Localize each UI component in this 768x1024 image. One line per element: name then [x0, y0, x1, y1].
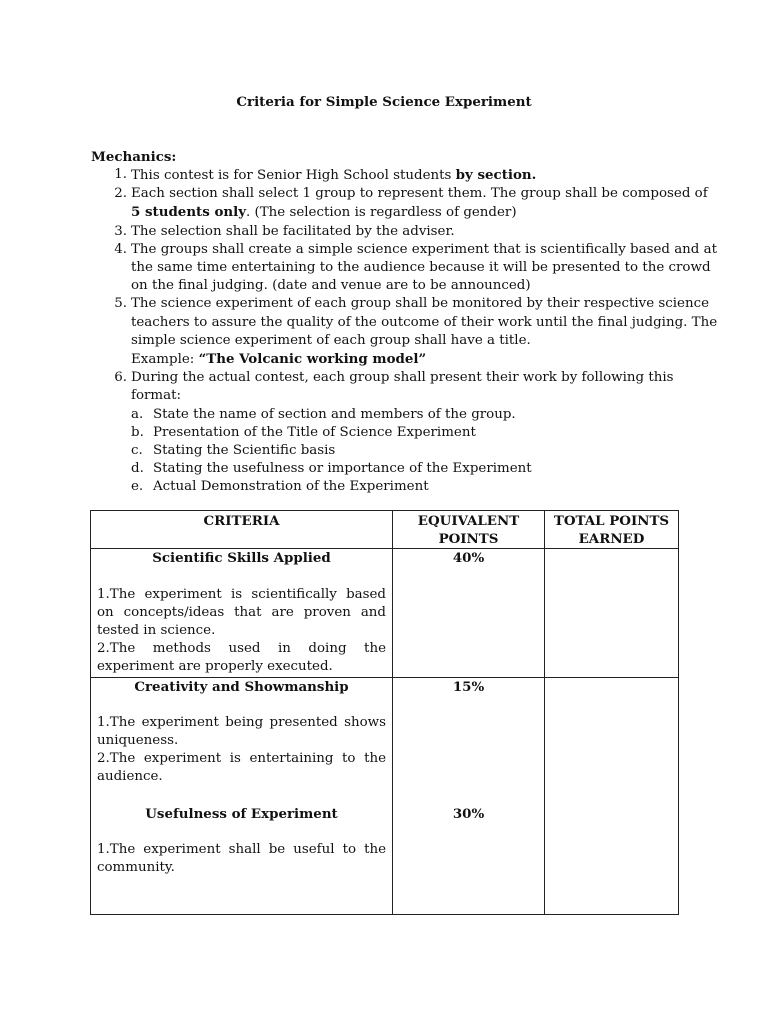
criteria-description: 1.The experiment shall be useful to the community. — [97, 841, 386, 876]
criteria-description: 2.The methods used in doing the experiment are properly executed. — [97, 641, 386, 675]
mechanics-heading: Mechanics: — [91, 149, 177, 165]
points-value: 40% — [452, 550, 485, 567]
points-value: 30% — [452, 805, 485, 822]
criteria-title: Creativity and Showmanship — [134, 678, 349, 695]
mechanics-item-2: 2. Each section shall select 1 group to represent them. The group shall be composed of 5 students only. (The selection is regardless of gender) — [114, 186, 708, 221]
header-equivalent-points: EQUIVALENT POINTS — [393, 511, 545, 549]
format-item-c: c. Stating the Scientific basis — [131, 443, 336, 459]
table-header-row — [91, 511, 679, 549]
criteria-description: 1.The experiment being presented shows uniqueness. — [97, 714, 386, 749]
points-value: 15% — [452, 678, 485, 695]
criteria-description: 2.The experiment is entertaining to the audience. — [97, 751, 386, 785]
format-item-e: e. Actual Demonstration of the Experiment — [131, 479, 429, 495]
mechanics-item-4: 4. The groups shall create a simple science experiment that is scientifically based and at the same time entertaining to the audience because it will be presented to the crowd on the final judging. (date and venue are to be announced) — [114, 241, 718, 294]
header-criteria: CRITERIA — [91, 511, 393, 549]
earned-cell — [545, 677, 679, 914]
earned-cell — [545, 549, 679, 677]
header-total-points: TOTAL POINTS EARNED — [545, 511, 679, 549]
points-cell — [393, 549, 545, 677]
points-cell — [393, 677, 545, 914]
format-item-b: b. Presentation of the Title of Science Experiment — [131, 424, 476, 440]
mechanics-item-3: 3. The selection shall be facilitated by the adviser. — [114, 223, 455, 239]
document-title: Criteria for Simple Science Experiment — [236, 94, 532, 110]
table-row — [91, 677, 679, 914]
criteria-cell — [91, 677, 393, 914]
criteria-description: 1.The experiment is scientifically based on concepts/ideas that are proven and tested in science. — [97, 586, 386, 639]
format-list — [131, 406, 721, 497]
mechanics-list — [91, 166, 721, 497]
format-item-a: a. State the name of section and members of the group. — [131, 406, 516, 422]
table-row — [91, 549, 679, 677]
mechanics-item-1: 1. This contest is for Senior High School students by section. — [114, 167, 537, 183]
criteria-title: Scientific Skills Applied — [152, 550, 331, 567]
mechanics-item-6: 6. During the actual contest, each group shall present their work by following this format: a. State the name of section and members of the group. b. Presentation of the Title of Science Experiment c. Stating the Scientific basis d. Stating the usefulness or importance of the Experiment e. Actual Demonstration of the Experiment — [131, 369, 721, 496]
criteria-title: Usefulness of Experiment — [145, 805, 338, 822]
criteria-cell — [91, 549, 393, 677]
mechanics-item-5: 5. The science experiment of each group shall be monitored by their respective science teachers to assure the quality of the outcome of their work until the final judging. The simple science experiment of each group shall have a title. Example: “The Volcanic working model” — [114, 296, 718, 368]
format-item-d: d. Stating the usefulness or importance of the Experiment — [131, 461, 532, 477]
criteria-table — [90, 510, 679, 915]
